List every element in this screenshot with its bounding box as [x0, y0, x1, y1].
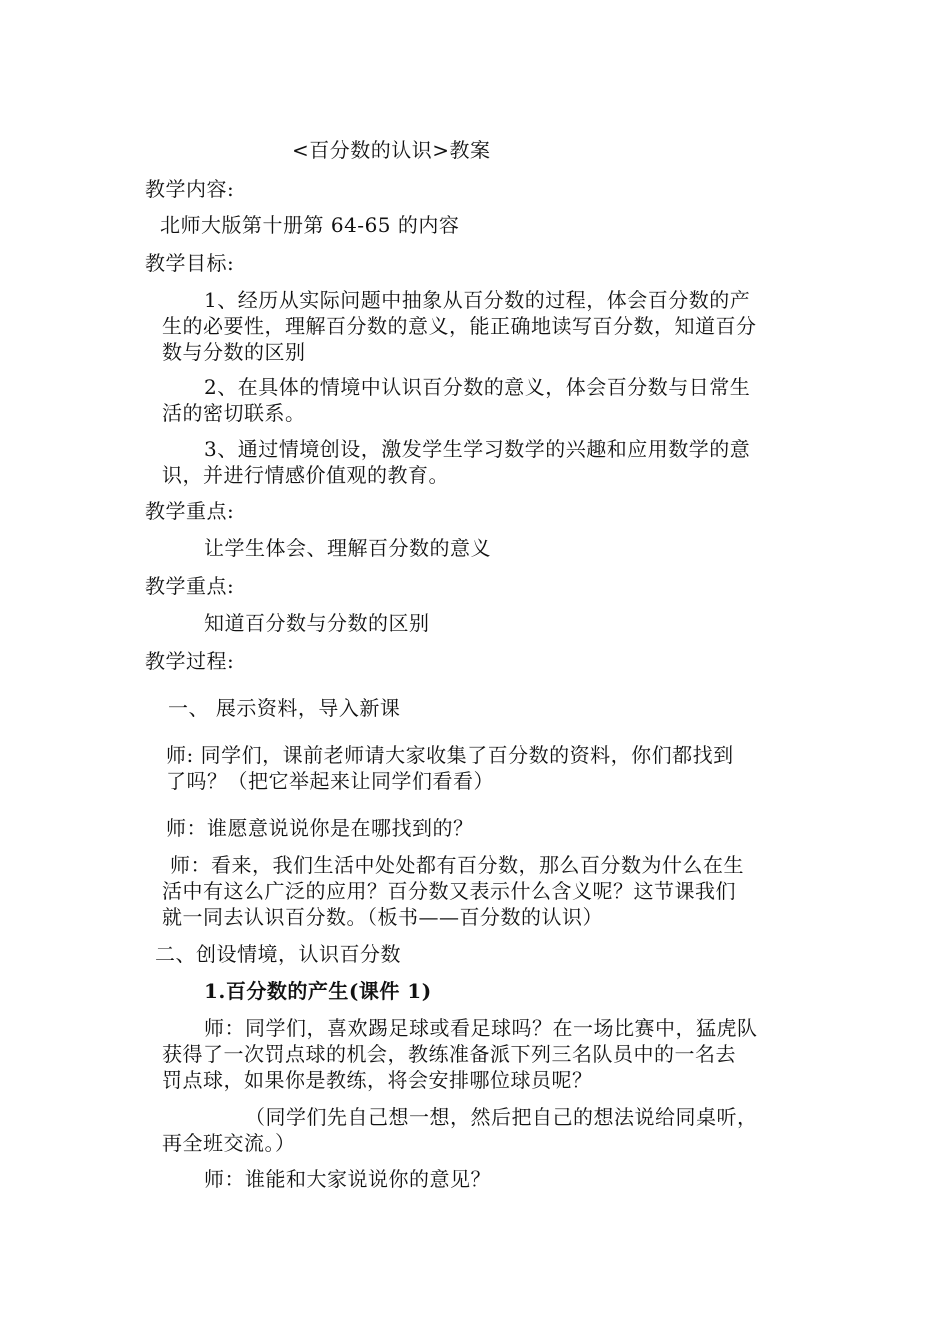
teaching-content-text: 北师大版第十册第 64-65 的内容: [160, 213, 460, 237]
goal-2-line-2: 活的密切联系。: [162, 401, 306, 425]
goal-1-line-2: 生的必要性，理解百分数的意义，能正确地读写百分数，知道百分: [162, 314, 757, 338]
teacher-line-3c: 就一同去认识百分数。（板书——百分数的认识）: [162, 905, 603, 929]
goal-2-line-1: 2、在具体的情境中认识百分数的意义，体会百分数与日常生: [204, 375, 751, 399]
teacher-line-4c: 罚点球，如果你是教练，将会安排哪位球员呢？: [162, 1068, 593, 1092]
section-2-heading: 二、创设情境，认识百分数: [155, 942, 401, 966]
student-activity-line-1: （同学们先自己想一想，然后把自己的想法说给同桌听，: [245, 1105, 758, 1129]
teacher-line-6: 师：谁能和大家说说你的意见？: [204, 1167, 491, 1191]
heading-key-point: 教学重点:: [145, 499, 235, 523]
teacher-line-2: 师：谁愿意说说你是在哪找到的？: [166, 816, 474, 840]
goal-3-line-2: 识，并进行情感价值观的教育。: [162, 463, 449, 487]
teacher-line-4a: 师：同学们，喜欢踢足球或看足球吗？在一场比赛中，猛虎队: [204, 1016, 758, 1040]
teacher-line-1b: 了吗？（把它举起来让同学们看看）: [166, 769, 494, 793]
heading-teaching-content: 教学内容:: [145, 177, 235, 201]
heading-key-point-2: 教学重点:: [145, 574, 235, 598]
student-activity-line-2: 再全班交流。）: [162, 1131, 296, 1155]
goal-3-line-1: 3、通过情境创设，激发学生学习数学的兴趣和应用数学的意: [204, 437, 751, 461]
teacher-line-3a: 师：看来，我们生活中处处都有百分数，那么百分数为什么在生: [170, 853, 744, 877]
heading-teaching-process: 教学过程:: [145, 649, 235, 673]
teacher-line-1a: 师: 同学们，课前老师请大家收集了百分数的资料，你们都找到: [166, 743, 734, 767]
teacher-line-3b: 活中有这么广泛的应用？百分数又表示什么含义呢？这节课我们: [162, 879, 736, 903]
key-point-2-text: 知道百分数与分数的区别: [204, 611, 430, 635]
section-1-heading: 一、 展示资料，导入新课: [168, 696, 401, 720]
subsection-1-heading: 1.百分数的产生(课件 1): [204, 979, 432, 1003]
teacher-line-4b: 获得了一次罚点球的机会，教练准备派下列三名队员中的一名去: [162, 1042, 736, 1066]
heading-teaching-goals: 教学目标:: [145, 251, 235, 275]
key-point-text: 让学生体会、理解百分数的意义: [204, 536, 491, 560]
document-title: <百分数的认识>教案: [292, 138, 491, 162]
goal-1-line-1: 1、经历从实际问题中抽象从百分数的过程，体会百分数的产: [204, 288, 751, 312]
goal-1-line-3: 数与分数的区别: [162, 340, 306, 364]
